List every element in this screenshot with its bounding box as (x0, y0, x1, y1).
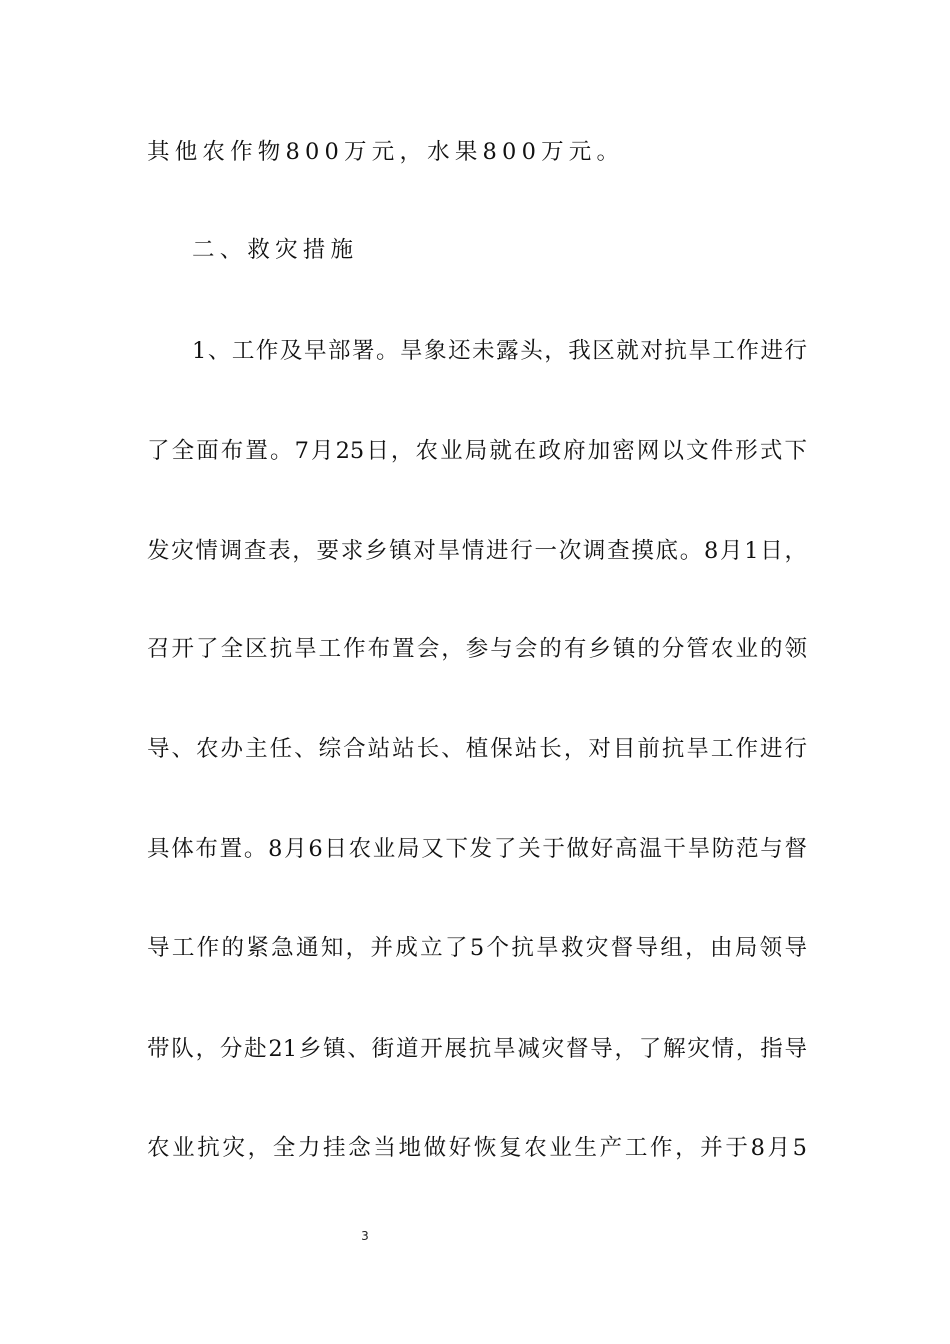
text-line-5: 发灾情调查表，要求乡镇对旱情进行一次调查摸底。8月1日， (147, 538, 807, 564)
text-line-1: 其他农作物800万元，水果800万元。 (147, 139, 625, 165)
text-line-7: 导、农办主任、综合站站长、植保站长，对目前抗旱工作进行 (147, 736, 807, 762)
text-line-4: 了全面布置。7月25日，农业局就在政府加密网以文件形式下 (147, 438, 807, 464)
text-line-6: 召开了全区抗旱工作布置会，参与会的有乡镇的分管农业的领 (147, 636, 807, 662)
text-line-9: 导工作的紧急通知，并成立了5个抗旱救灾督导组，由局领导 (147, 935, 807, 961)
text-line-10: 带队，分赴21乡镇、街道开展抗旱减灾督导，了解灾情，指导 (147, 1036, 807, 1062)
text-line-3: 1、工作及早部署。旱象还未露头，我区就对抗旱工作进行 (192, 338, 807, 364)
section-heading: 二、救灾措施 (192, 237, 359, 263)
page-number: 3 (361, 1229, 369, 1243)
text-line-8: 具体布置。8月6日农业局又下发了关于做好高温干旱防范与督 (147, 836, 807, 862)
text-line-11: 农业抗灾，全力挂念当地做好恢复农业生产工作，并于8月5 (147, 1135, 807, 1161)
